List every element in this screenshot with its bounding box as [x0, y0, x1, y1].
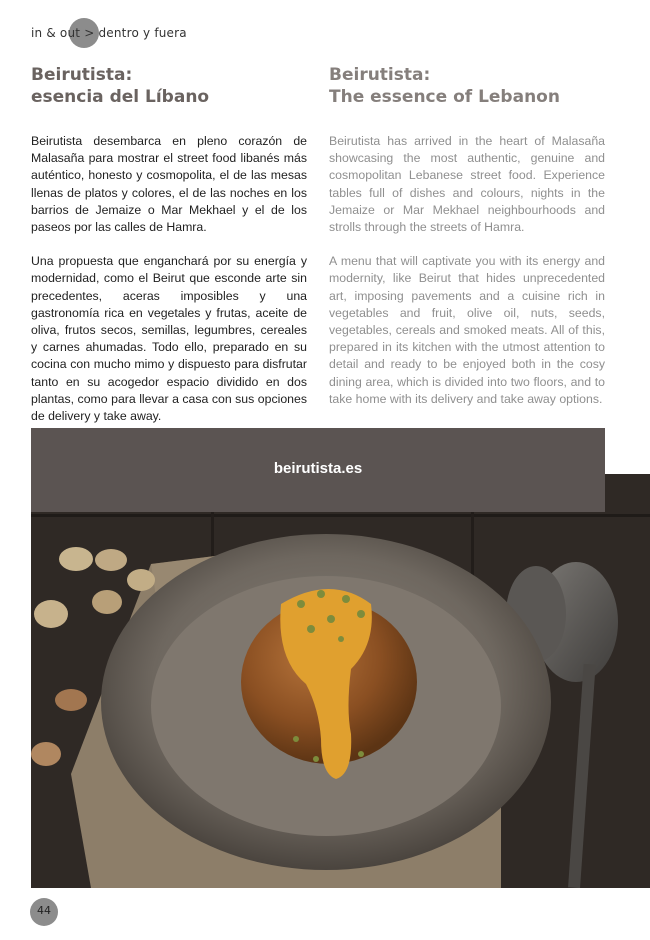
food-photo-illustration	[31, 474, 650, 888]
english-paragraph-1: Beirutista has arrived in the heart of Malasaña showcasing the most authentic, genuine and cosmopolitan Lebanese street food. Experience tables full of dishes and colours, nights in the Jemaize or Mar Mekhael neighbourhoods and strolls through the streets of Hamra.	[329, 134, 605, 235]
website-url[interactable]: beirutista.es	[273, 460, 363, 477]
spanish-column	[31, 64, 307, 425]
spanish-title-line1: Beirutista:	[31, 65, 133, 85]
spanish-paragraph-2: Una propuesta que enganchará por su energía y modernidad, como el Beirut que esconde arte sin precedentes, aceras imposibles y una gastronomía rica en vegetales y frutas, aceite de oliva, frutos secos, semillas, legumbres, cereales y carnes ahumadas. Todo ello, preparado en su cocina con mucho mimo y dispuesto para disfrutar tanto en su acogedor espacio dividido en dos plantas, como para llevar a casa con sus opciones de delivery y take away.	[31, 254, 307, 424]
english-column	[329, 64, 605, 408]
english-title-line2: The essence of Lebanon	[329, 87, 560, 107]
food-photo	[31, 474, 650, 888]
english-paragraph-2: A menu that will captivate you with its energy and modernity, like Beirut that hides unprecedented art, imposing pavements and a cuisine rich in vegetables and fruit, olive oil, nuts, seeds, vegetables, cereals and smoked meats. All of this, prepared in its kitchen with the utmost attention to detail and ready to be enjoyed both in the cosy dining area, which is divided into two floors, and to take home with its delivery and take away options.	[329, 254, 605, 406]
spanish-paragraph-1: Beirutista desembarca en pleno corazón de Malasaña para mostrar el street food libanés más auténtico, honesto y cosmopolita, el de las mesas llenas de platos y colores, el de las noches en los barrios de Jemaize o Mar Mekhael y el de los paseos por las calles de Hamra.	[31, 134, 307, 235]
spanish-body	[31, 133, 307, 425]
page-number-badge	[30, 898, 58, 926]
section-label: in & out > dentro y fuera	[31, 26, 187, 40]
english-title	[329, 64, 605, 108]
spanish-title	[31, 64, 307, 108]
section-header	[31, 18, 231, 48]
page-number: 44	[37, 904, 51, 917]
website-banner	[31, 428, 605, 512]
spanish-title-line2: esencia del Líbano	[31, 87, 210, 107]
english-body	[329, 133, 605, 408]
english-title-line1: Beirutista:	[329, 65, 431, 85]
